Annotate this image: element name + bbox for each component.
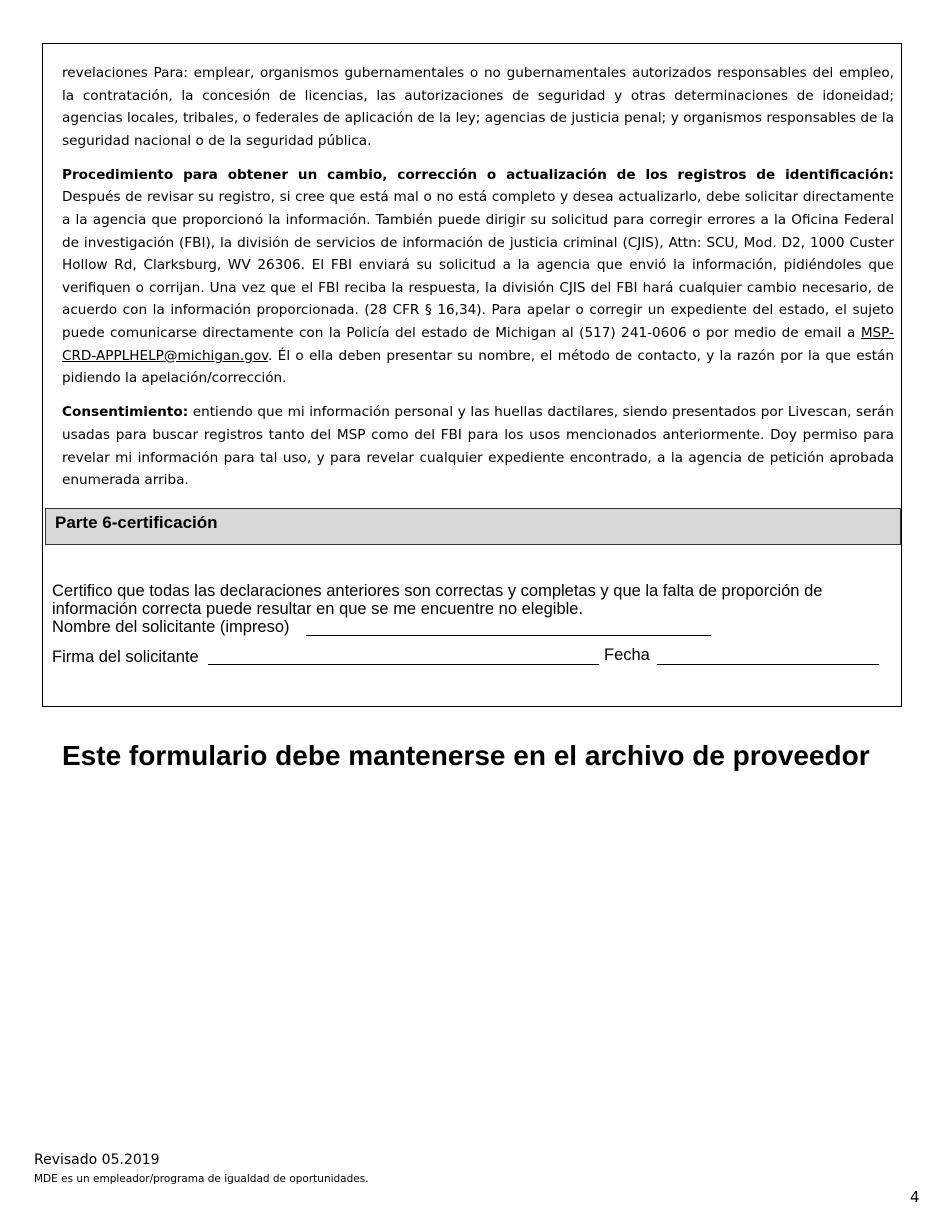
name-field[interactable] xyxy=(306,635,711,636)
revision-date: Revisado 05.2019 xyxy=(34,1152,160,1168)
section-6-title: Parte 6-certificación xyxy=(55,513,218,532)
signature-label: Firma del solicitante xyxy=(52,648,199,666)
consent-text: entiendo que mi información personal y las huellas dactilares, siendo presentados por Livescan, serán usadas para buscar registros tanto del MSP como del FBI para los usos mencionados anteriormente. Doy permiso para revelar mi información para tal uso, y para revelar cualquier expediente encontrado, a la agencia de petición aprobada enumerada arriba. xyxy=(62,404,894,489)
certification-statement: Certifico que todas las declaraciones anteriores son correctas y completas y que la falta de proporción de información correcta puede resultar en que se me encuentre no elegible. xyxy=(52,582,823,618)
procedure-heading: Procedimiento para obtener un cambio, corrección o actualización de los registros de identificación: xyxy=(62,166,894,183)
date-label: Fecha xyxy=(604,646,650,664)
consent-paragraph xyxy=(62,401,894,491)
procedure-text: Después de revisar su registro, si cree que está mal o no está completo y desea actualizarlo, debe solicitar directamente a la agencia que proporcionó la información. También puede dirigir su solicitud para corregir errores a la Oficina Federal de investigación (FBI), la división de servicios de información de justicia criminal (CJIS), Attn: SCU, Mod. D2, 1000 Custer Hollow Rd, Clarksburg, WV 26306. El FBI enviará su solicitud a la agencia que envió la información, pidiéndoles que verifiquen o corrijan. Una vez que el FBI reciba la respuesta, la división CJIS del FBI hará cualquier cambio necesario, de acuerdo con la información proporcionada. (28 CFR § 16,34). Para apelar o corregir un expediente del estado, el sujeto puede comunicarse directamente con la Policía del estado de Michigan al (517) 241-0606 o por medio de email a xyxy=(62,189,894,342)
section-6-header xyxy=(45,508,901,545)
archive-notice: Este formulario debe mantenerse en el archivo de proveedor xyxy=(62,740,870,771)
disclosure-paragraph: revelaciones Para: emplear, organismos gubernamentales o no gubernamentales autorizados responsables del empleo, la contratación, la concesión de licencias, las autorizaciones de seguridad y otras determinaciones de idoneidad; agencias locales, tribales, o federales de aplicación de la ley; agencias de justicia penal; y organismos responsables de la seguridad nacional o de la seguridad pública. xyxy=(62,65,894,149)
signature-field[interactable] xyxy=(208,664,599,665)
form-body-text xyxy=(62,62,894,503)
procedure-paragraph xyxy=(62,164,894,390)
page-number: 4 xyxy=(910,1188,920,1206)
name-label: Nombre del solicitante (impreso) xyxy=(52,618,290,636)
consent-heading: Consentimiento: xyxy=(62,404,189,421)
procedure-text-end: . Él o ella deben presentar su nombre, el método de contacto, y la razón por la que están pidiendo la apelación/corrección. xyxy=(62,347,894,387)
equal-opportunity-note: MDE es un empleador/programa de igualdad de oportunidades. xyxy=(34,1173,369,1185)
date-field[interactable] xyxy=(657,664,879,665)
email-link[interactable]: MSP-CRD-APPLHELP@michigan.gov xyxy=(62,325,894,364)
